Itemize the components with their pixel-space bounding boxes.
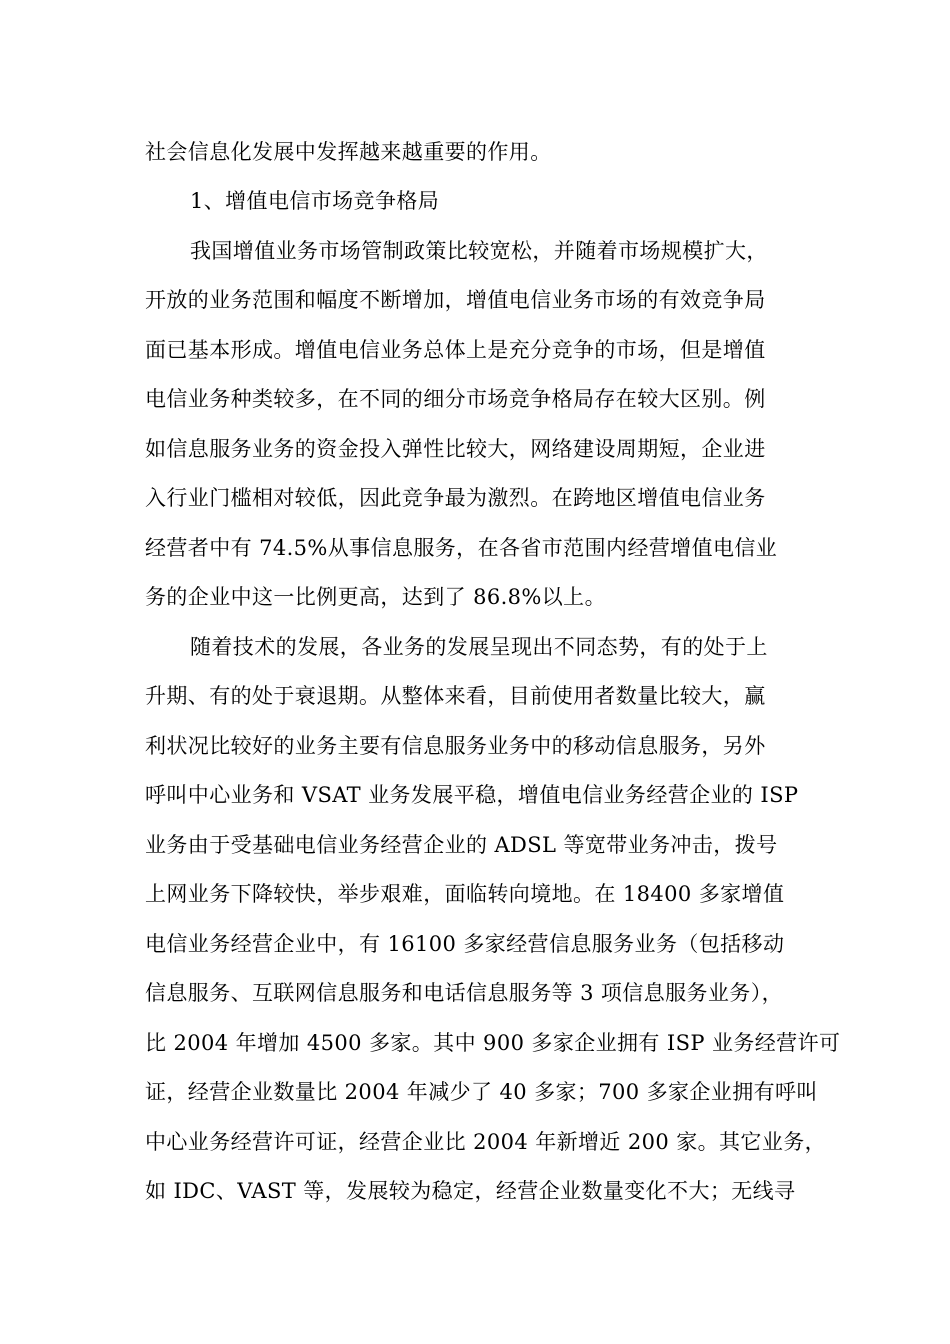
text-line: 升期、有的处于衰退期。从整体来看，目前使用者数量比较大，赢 [145, 684, 766, 708]
text-line: 比 2004 年增加 4500 多家。其中 900 多家企业拥有 ISP 业务经营许可 [145, 1031, 841, 1055]
text-line: 如信息服务业务的资金投入弹性比较大，网络建设周期短，企业进 [145, 437, 766, 461]
text-line: 业务由于受基础电信业务经营企业的 ADSL 等宽带业务冲击，拨号 [145, 833, 778, 857]
text-line: 电信业务经营企业中，有 16100 多家经营信息服务业务（包括移动 [145, 932, 785, 956]
text-line: 呼叫中心业务和 VSAT 业务发展平稳，增值电信业务经营企业的 ISP [145, 783, 799, 807]
text-line: 电信业务种类较多，在不同的细分市场竞争格局存在较大区别。例 [145, 387, 766, 411]
text-line: 信息服务、互联网信息服务和电话信息服务等 3 项信息服务业务）， [145, 981, 784, 1005]
text-line: 中心业务经营许可证，经营企业比 2004 年新增近 200 家。其它业务， [145, 1130, 827, 1154]
section-heading: 1、增值电信市场竞争格局 [190, 189, 440, 213]
text-line: 面已基本形成。增值电信业务总体上是充分竞争的市场，但是增值 [145, 338, 766, 362]
text-line: 入行业门槛相对较低，因此竞争最为激烈。在跨地区增值电信业务 [145, 486, 766, 510]
text-line: 证，经营企业数量比 2004 年减少了 40 多家；700 多家企业拥有呼叫 [145, 1080, 818, 1104]
text-line: 如 IDC、VAST 等，发展较为稳定，经营企业数量变化不大；无线寻 [145, 1179, 796, 1203]
text-line: 经营者中有 74.5%从事信息服务，在各省市范围内经营增值电信业 [145, 536, 778, 560]
text-line: 社会信息化发展中发挥越来越重要的作用。 [145, 140, 552, 164]
text-line: 务的企业中这一比例更高，达到了 86.8%以上。 [145, 585, 606, 609]
text-line: 上网业务下降较快，举步艰难，面临转向境地。在 18400 多家增值 [145, 882, 785, 906]
text-line: 利状况比较好的业务主要有信息服务业务中的移动信息服务，另外 [145, 734, 766, 758]
text-line: 随着技术的发展，各业务的发展呈现出不同态势，有的处于上 [190, 635, 768, 659]
text-line: 开放的业务范围和幅度不断增加，增值电信业务市场的有效竞争局 [145, 288, 766, 312]
text-line: 我国增值业务市场管制政策比较宽松，并随着市场规模扩大， [190, 239, 768, 263]
